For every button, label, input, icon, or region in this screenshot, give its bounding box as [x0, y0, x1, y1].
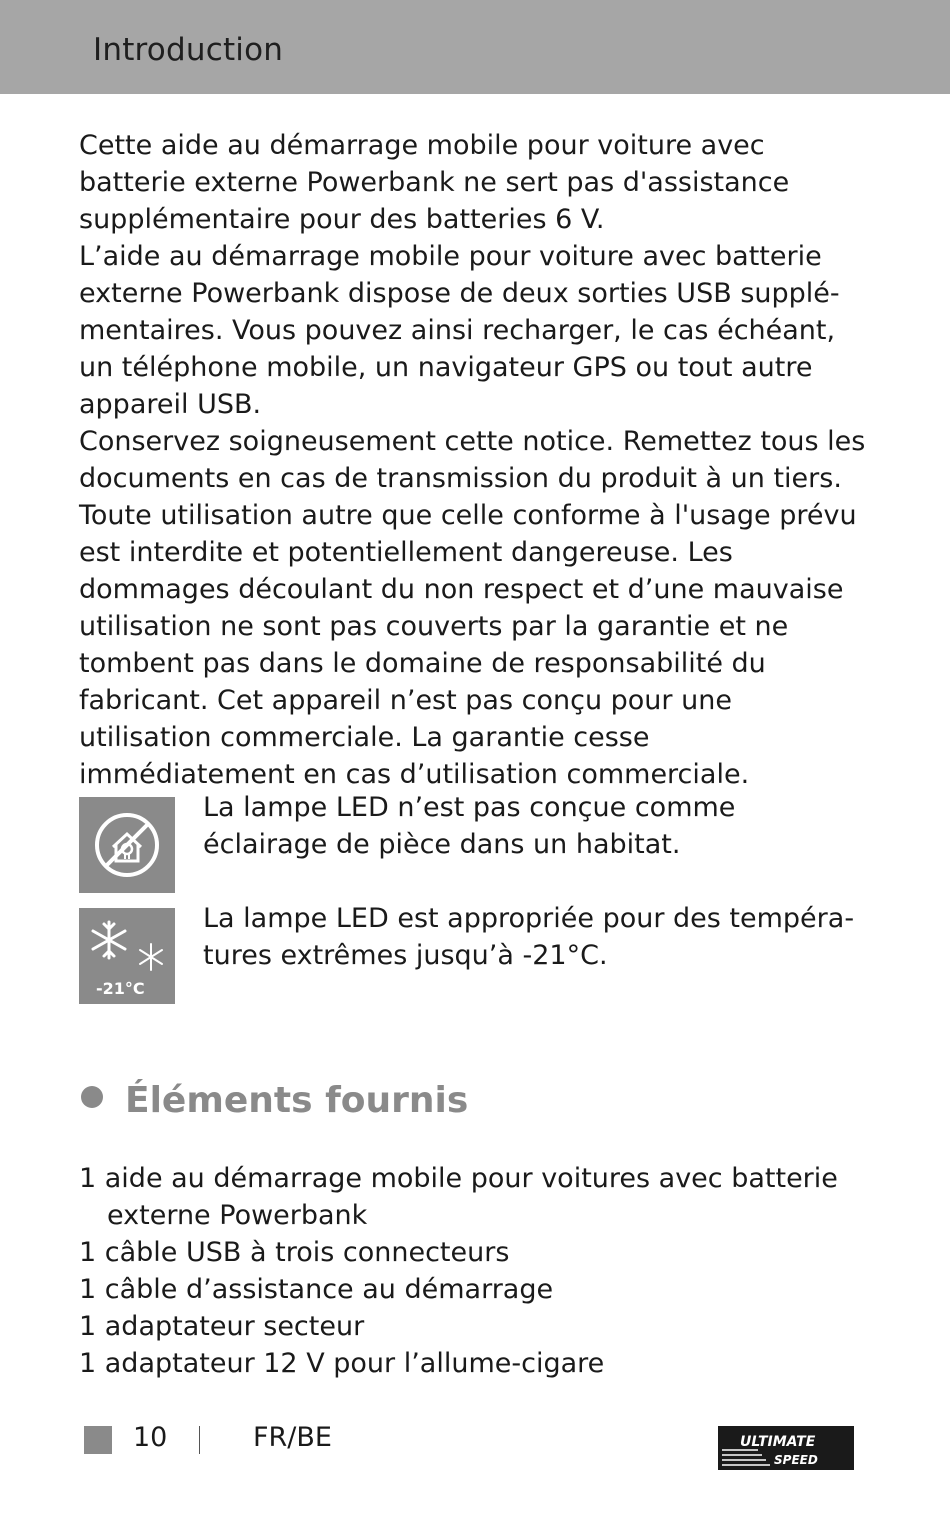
page-title: Introduction	[93, 32, 284, 68]
locale-label: FR/BE	[253, 1422, 332, 1453]
page-number: 10	[133, 1422, 168, 1453]
snowflake-temperature-icon	[79, 908, 175, 1004]
note-text: La lampe LED n’est pas conçue comme éclairage de pièce dans un habitat.	[203, 792, 736, 860]
page-header	[0, 0, 950, 94]
intro-text	[79, 127, 869, 793]
section-title: Éléments fournis	[125, 1080, 469, 1121]
intro-paragraph: Cette aide au démarrage mobile pour voiture avec batterie externe Powerbank ne sert pas d'assistance supplémentaire pour des batteries 6 V.	[79, 130, 790, 235]
note-led-extreme-temperature	[79, 903, 869, 1004]
logo-text-top: ULTIMATE	[740, 1434, 816, 1450]
section-heading-contents	[81, 1080, 468, 1121]
bullet-icon	[81, 1086, 103, 1108]
ultimate-speed-logo	[718, 1426, 854, 1470]
list-item: 1 adaptateur secteur	[79, 1311, 365, 1342]
intro-paragraph: L’aide au démarrage mobile pour voiture avec batterie externe Powerbank dispose de deux sorties USB supplémentaires. Vous pouvez ainsi recharger, le cas échéant, un téléphone mobile, un navigateur GPS ou tout autre appareil USB.	[79, 241, 840, 420]
list-item: 1 câble d’assistance au démarrage	[79, 1274, 554, 1305]
intro-paragraph: Conservez soigneusement cette notice. Remettez tous les documents en cas de transmission du produit à un tiers. Toute utilisation autre que celle conforme à l'usage prévu est interdite et potentiellement dangereuse. Les dommages découlant du non respect et d’une mauvaise utilisation ne sont pas couverts par la garantie et ne tombent pas dans le domaine de responsabilité du fabricant. Cet appareil n’est pas conçu pour une utilisation commerciale. La garantie cesse immédiatement en cas d’utilisation commerciale.	[79, 426, 866, 790]
footer-divider	[199, 1426, 200, 1454]
logo-text-bottom: SPEED	[774, 1453, 818, 1467]
contents-list	[79, 1160, 869, 1382]
no-household-lamp-icon	[79, 797, 175, 893]
list-item: 1 câble USB à trois connecteurs	[79, 1237, 510, 1268]
footer-square-marker	[84, 1426, 112, 1454]
list-item: 1 aide au démarrage mobile pour voitures avec batterie externe Powerbank	[79, 1163, 838, 1231]
note-text: La lampe LED est appropriée pour des températures extrêmes jusqu’à -21°C.	[203, 903, 855, 971]
note-led-not-room-lighting	[79, 792, 869, 893]
list-item: 1 adaptateur 12 V pour l’allume-cigare	[79, 1348, 605, 1379]
icon-temperature-label: -21°C	[96, 979, 145, 998]
